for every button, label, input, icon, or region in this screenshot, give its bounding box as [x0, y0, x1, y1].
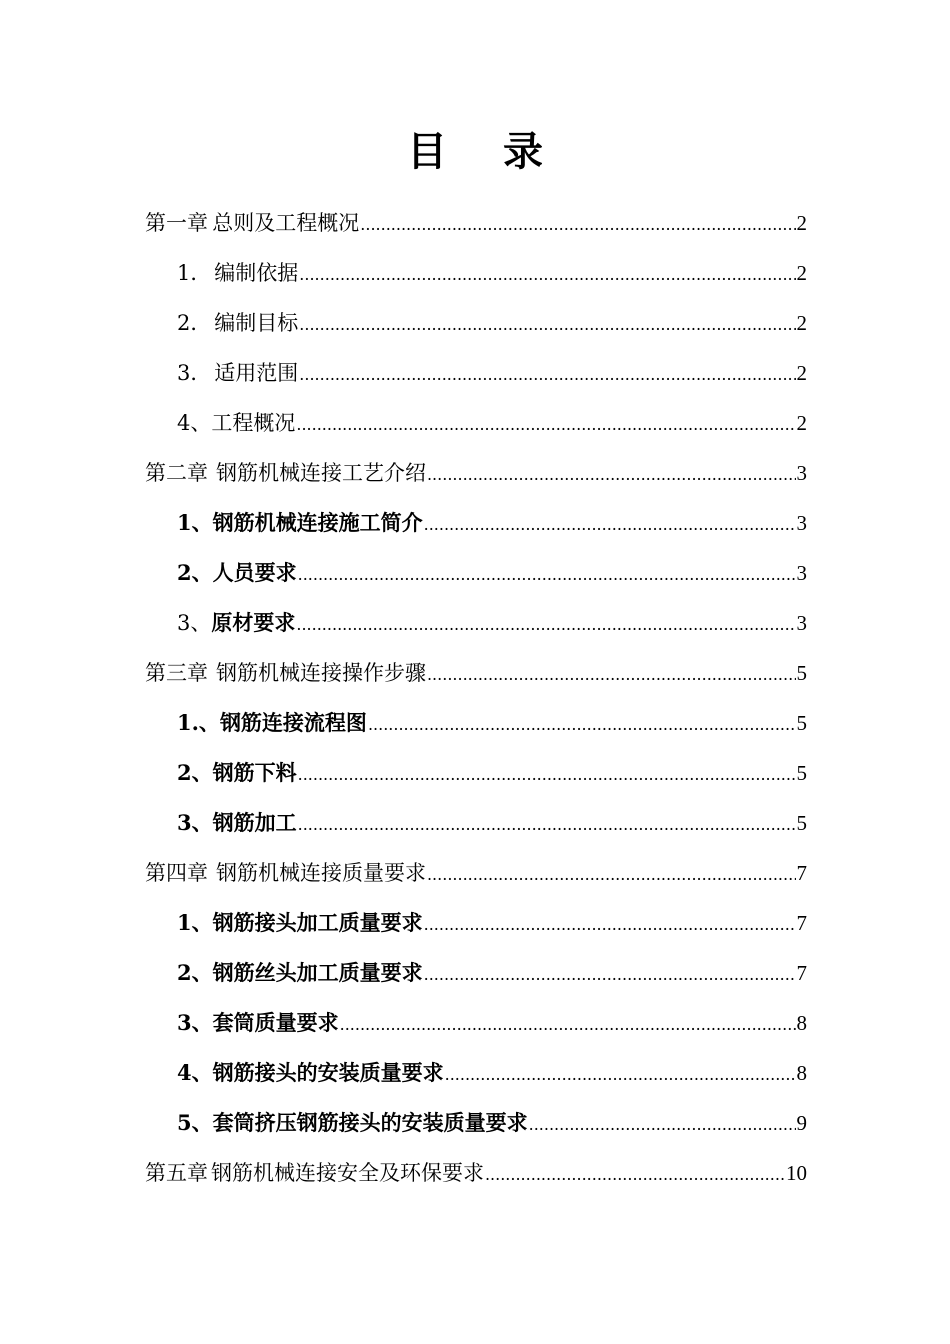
toc-section-entry[interactable] — [145, 1098, 807, 1148]
title-char-1: 目 — [407, 128, 447, 175]
toc-entry-number: 第五章 — [145, 1161, 208, 1185]
toc-dot-leader — [427, 650, 796, 700]
toc-page-number: 3 — [796, 611, 807, 635]
toc-entry-label: 钢筋机械连接质量要求 — [215, 861, 426, 885]
toc-entry-label: 钢筋机械连接操作步骤 — [215, 661, 426, 685]
toc-entry-number: 3、 — [177, 1010, 213, 1035]
toc-entry-label: 钢筋机械连接施工简介 — [212, 510, 423, 535]
toc-page-number: 2 — [796, 261, 807, 285]
toc-section-entry[interactable] — [145, 248, 807, 298]
toc-entry-label: 钢筋加工 — [212, 810, 297, 835]
toc-entry-number: 第四章 — [145, 861, 208, 885]
toc-dot-leader — [298, 550, 796, 600]
toc-section-entry[interactable] — [145, 398, 807, 448]
toc-entry-number: 2、 — [177, 560, 213, 585]
toc-dot-leader — [427, 450, 796, 500]
toc-entry-number: 1、 — [177, 910, 213, 935]
toc-entry-number: 1． — [177, 261, 212, 285]
toc-entry-number: 3． — [177, 361, 212, 385]
toc-entry-label: 钢筋机械连接安全及环保要求 — [210, 1161, 484, 1185]
toc-dot-leader — [298, 800, 796, 850]
toc-dot-leader — [296, 600, 795, 650]
toc-entry-label: 钢筋连接流程图 — [219, 710, 367, 735]
toc-entry-number: 2、 — [177, 960, 213, 985]
title-char-2: 录 — [503, 128, 543, 175]
toc-entry-label: 编制依据 — [214, 261, 299, 285]
toc-entry-number: 1.、 — [177, 710, 220, 735]
toc-dot-leader — [340, 1000, 796, 1050]
toc-dot-leader — [424, 900, 796, 950]
toc-entry-label: 原材要求 — [211, 610, 296, 635]
toc-page-number: 3 — [796, 511, 807, 535]
toc-section-entry[interactable] — [145, 598, 807, 648]
table-of-contents — [145, 198, 807, 1198]
toc-entry-label: 总则及工程概况 — [212, 211, 360, 235]
toc-section-entry[interactable] — [145, 798, 807, 848]
toc-page-number: 2 — [796, 361, 807, 385]
toc-entry-label: 钢筋接头加工质量要求 — [212, 910, 423, 935]
toc-entry-label: 钢筋丝头加工质量要求 — [212, 960, 423, 985]
toc-entry-number: 5、 — [177, 1110, 213, 1135]
toc-chapter-entry[interactable] — [145, 198, 807, 248]
toc-entry-number: 1、 — [177, 510, 213, 535]
toc-entry-number: 4、 — [177, 411, 212, 435]
toc-dot-leader — [299, 350, 795, 400]
toc-dot-leader — [424, 500, 796, 550]
toc-page-number: 3 — [796, 461, 807, 485]
toc-dot-leader — [360, 200, 795, 250]
toc-page-number: 7 — [796, 961, 807, 985]
toc-dot-leader — [424, 950, 796, 1000]
toc-page-number: 10 — [786, 1161, 807, 1185]
toc-page-number: 2 — [796, 411, 807, 435]
toc-dot-leader — [296, 400, 795, 450]
toc-page-number: 5 — [796, 711, 807, 735]
toc-dot-leader — [485, 1150, 785, 1200]
toc-entry-label: 钢筋下料 — [212, 760, 297, 785]
toc-entry-label: 套筒挤压钢筋接头的安装质量要求 — [212, 1110, 528, 1135]
toc-section-entry[interactable] — [145, 298, 807, 348]
toc-dot-leader — [298, 750, 796, 800]
toc-entry-number: 第一章 — [145, 211, 208, 235]
toc-entry-label: 工程概况 — [211, 411, 296, 435]
toc-page-number: 3 — [796, 561, 807, 585]
toc-dot-leader — [427, 850, 796, 900]
toc-section-entry[interactable] — [145, 498, 807, 548]
toc-section-entry[interactable] — [145, 948, 807, 998]
toc-chapter-entry[interactable] — [145, 848, 807, 898]
toc-page-number: 5 — [796, 661, 807, 685]
toc-page-number: 7 — [796, 911, 807, 935]
toc-entry-number: 2、 — [177, 760, 213, 785]
toc-section-entry[interactable] — [145, 1048, 807, 1098]
toc-entry-label: 套筒质量要求 — [212, 1010, 339, 1035]
toc-page-number: 5 — [796, 811, 807, 835]
toc-page-number: 9 — [796, 1111, 807, 1135]
toc-entry-label: 编制目标 — [214, 311, 299, 335]
toc-page-number: 8 — [796, 1011, 807, 1035]
toc-entry-label: 人员要求 — [212, 560, 297, 585]
toc-entry-label: 钢筋机械连接工艺介绍 — [215, 461, 426, 485]
toc-page-number: 5 — [796, 761, 807, 785]
toc-page-number: 8 — [796, 1061, 807, 1085]
toc-dot-leader — [299, 250, 795, 300]
toc-chapter-entry[interactable] — [145, 448, 807, 498]
toc-dot-leader — [529, 1100, 796, 1150]
toc-chapter-entry[interactable] — [145, 648, 807, 698]
toc-section-entry[interactable] — [145, 998, 807, 1048]
toc-page-number: 2 — [796, 311, 807, 335]
toc-section-entry[interactable] — [145, 898, 807, 948]
toc-section-entry[interactable] — [145, 748, 807, 798]
toc-entry-number: 第三章 — [145, 661, 208, 685]
toc-page-number: 2 — [796, 211, 807, 235]
toc-entry-number: 4、 — [177, 1060, 213, 1085]
page-title — [0, 124, 950, 180]
toc-chapter-entry[interactable] — [145, 1148, 807, 1198]
toc-section-entry[interactable] — [145, 548, 807, 598]
toc-dot-leader — [299, 300, 795, 350]
toc-section-entry[interactable] — [145, 698, 807, 748]
toc-entry-label: 适用范围 — [214, 361, 299, 385]
toc-entry-number: 3、 — [177, 810, 213, 835]
toc-entry-label: 钢筋接头的安装质量要求 — [212, 1060, 444, 1085]
toc-dot-leader — [368, 700, 796, 750]
toc-section-entry[interactable] — [145, 348, 807, 398]
toc-entry-number: 3、 — [177, 611, 212, 635]
toc-entry-number: 2． — [177, 311, 212, 335]
toc-dot-leader — [445, 1050, 796, 1100]
toc-entry-number: 第二章 — [145, 461, 208, 485]
toc-page-number: 7 — [796, 861, 807, 885]
